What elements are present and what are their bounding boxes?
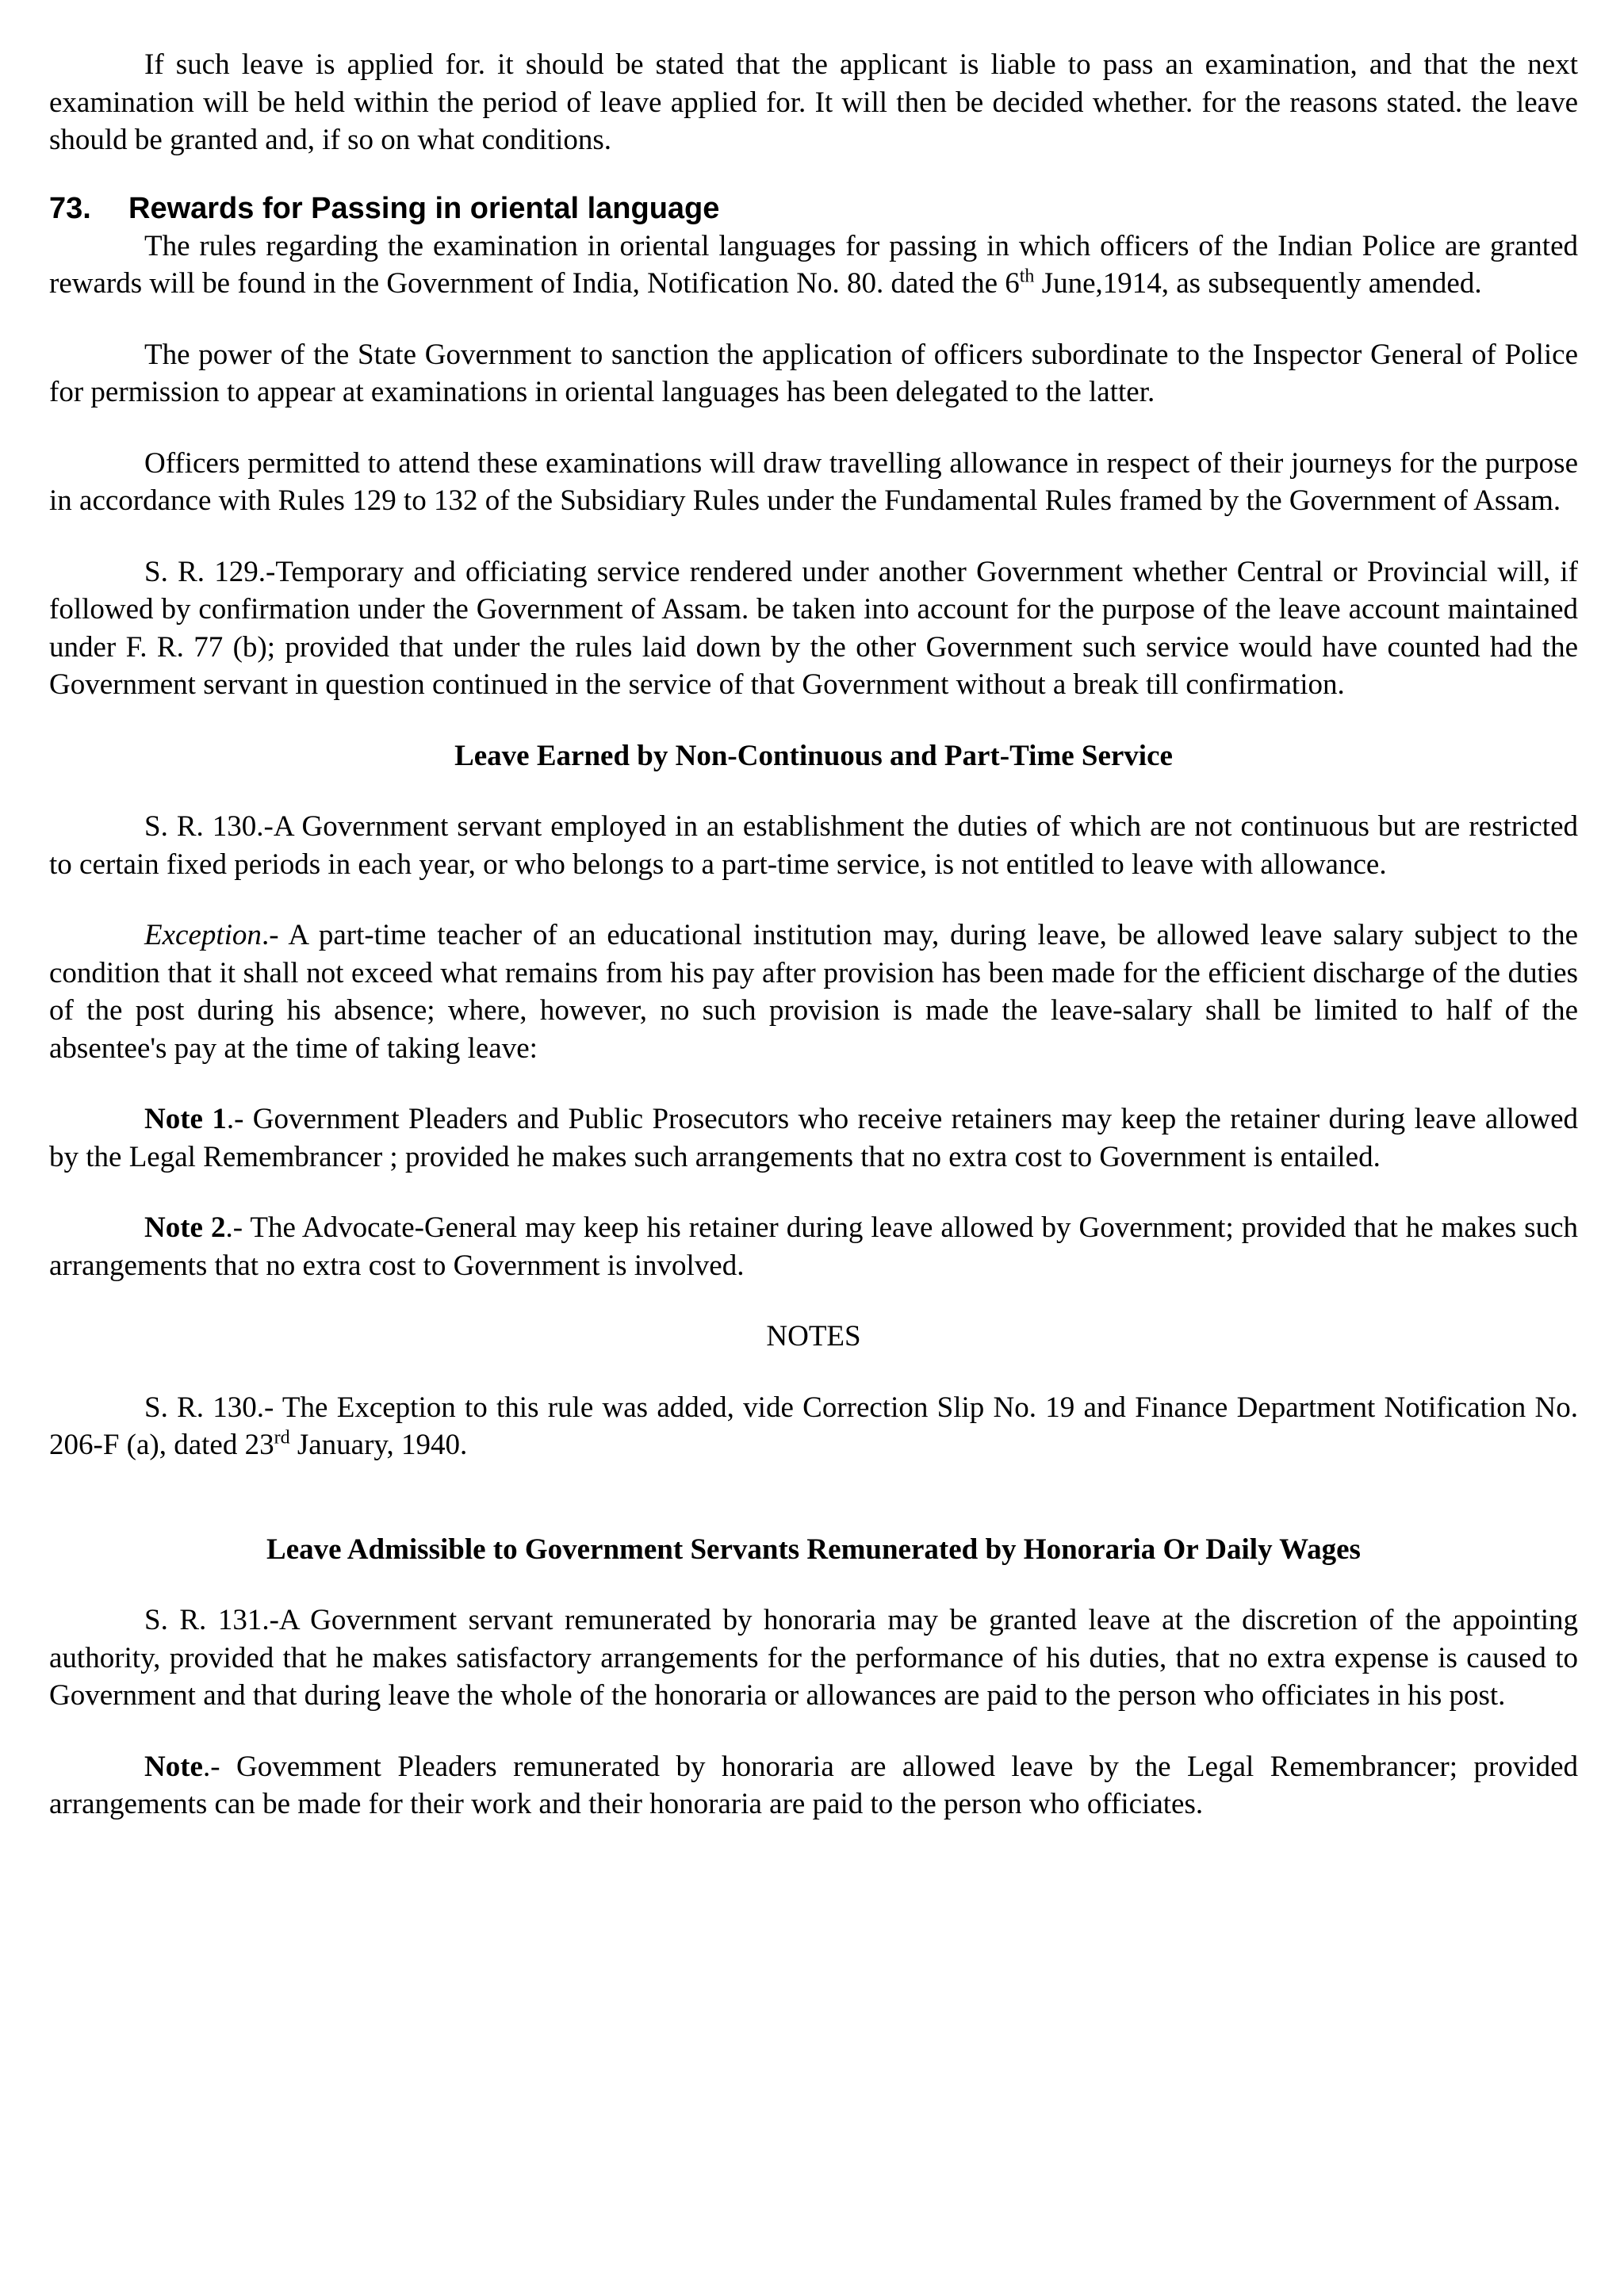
paragraph-honoraria-note (49, 1748, 1578, 1823)
exception-label: Exception (144, 919, 262, 951)
oriental-rules-text-b: June,1914, as subsequently amended. (1034, 267, 1482, 300)
honoraria-note-text: .- Govemment Pleaders remunerated by honoraria are allowed leave by the Legal Remembrancer; provided arrangements can be made for their work and their honoraria are paid to the person who officiates. (49, 1750, 1578, 1820)
section-number: 73. (49, 191, 91, 225)
ordinal-suffix: th (1019, 266, 1035, 287)
note-1-text: .- Government Pleaders and Public Prosecutors who receive retainers may keep the retainer during leave allowed by the Legal Remembrancer ; provided he makes such arrangements that no extra cost to Government is entailed. (49, 1103, 1579, 1173)
section-73-heading (49, 189, 1578, 228)
paragraph-travel-allowance: Officers permitted to attend these examinations will draw travelling allowance in respect of their journeys for the purpose in accordance with Rules 129 to 132 of the Subsidiary Rules under the Fundamental Rules framed by the Government of Assam. (49, 446, 1578, 517)
rule-sr-131: S. R. 131.-A Government servant remunerated by honoraria may be granted leave at the discretion of the appointing authority, provided that he makes satisfactory arrangements for the performance of his duties, that no extra expense is caused to Government and that during leave the whole of the honoraria or allowances are paid to the person who officiates in his post. (49, 1604, 1578, 1712)
ordinal-suffix: rd (274, 1427, 290, 1448)
paragraph-state-power: The power of the State Government to sanction the application of officers subordinate to the Inspector General of Police for permission to appear at examinations in oriental languages has been delegated to the latter. (49, 338, 1578, 408)
heading-notes: NOTES (766, 1320, 861, 1353)
paragraph-note-2 (49, 1209, 1578, 1284)
note-2-label: Note 2 (144, 1211, 226, 1244)
heading-honoraria: Leave Admissible to Government Servants Remunerated by Honoraria Or Daily Wages (266, 1533, 1361, 1566)
rule-sr-129: S. R. 129.-Temporary and officiating service rendered under another Government whether Central or Provincial will, if followed by confirmation under the Government of Assam. be taken into account for the purpose of the leave account maintained under F. R. 77 (b); provided that under the rules laid down by the other Government such service would have counted had the Government servant in question continued in the service of that Government without a break till confirmation. (49, 555, 1578, 701)
paragraph-note-1 (49, 1100, 1578, 1176)
note-2-text: .- The Advocate-General may keep his retainer during leave allowed by Government; provided that he makes such arrangements that no extra cost to Government is involved. (49, 1211, 1578, 1282)
section-title: Rewards for Passing in oriental language (128, 191, 720, 225)
note-1-label: Note 1 (144, 1103, 227, 1135)
oriental-rules-text-a: The rules regarding the examination in oriental languages for passing in which officers of the Indian Police are granted rewards will be found in the Government of India, Notification No. 80. dated the 6 (49, 229, 1578, 300)
heading-non-continuous: Leave Earned by Non-Continuous and Part-Time Service (454, 739, 1173, 772)
paragraph-leave-exam: If such leave is applied for. it should be stated that the applicant is liable to pass an examination, and that the next examination will be held within the period of leave applied for. It will then be decided whether. for the reasons stated. the leave should be granted and, if so on what conditions. (49, 48, 1578, 156)
exception-text: .- A part-time teacher of an educational institution may, during leave, be allowed leave salary subject to the condition that it shall not exceed what remains from his pay after provision has been made for the efficient discharge of the duties of the post during his absence; where, however, no such provision is made the leave-salary shall be limited to half of the absentee's pay at the time of taking leave: (49, 919, 1578, 1065)
paragraph-oriental-rules (49, 228, 1578, 303)
paragraph-notes-sr-130 (49, 1389, 1578, 1464)
notes-text-b: January, 1940. (289, 1429, 468, 1461)
notes-text-a: S. R. 130.- The Exception to this rule was added, vide Correction Slip No. 19 and Finance Department Notification No. 206-F (a), dated 23 (49, 1391, 1578, 1461)
paragraph-exception (49, 916, 1578, 1067)
rule-sr-130: S. R. 130.-A Government servant employed in an establishment the duties of which are not continuous but are restricted to certain fixed periods in each year, or who belongs to a part-time service, is not entitled to leave with allowance. (49, 810, 1578, 881)
document-page (49, 46, 1578, 1823)
honoraria-note-label: Note (144, 1750, 203, 1783)
